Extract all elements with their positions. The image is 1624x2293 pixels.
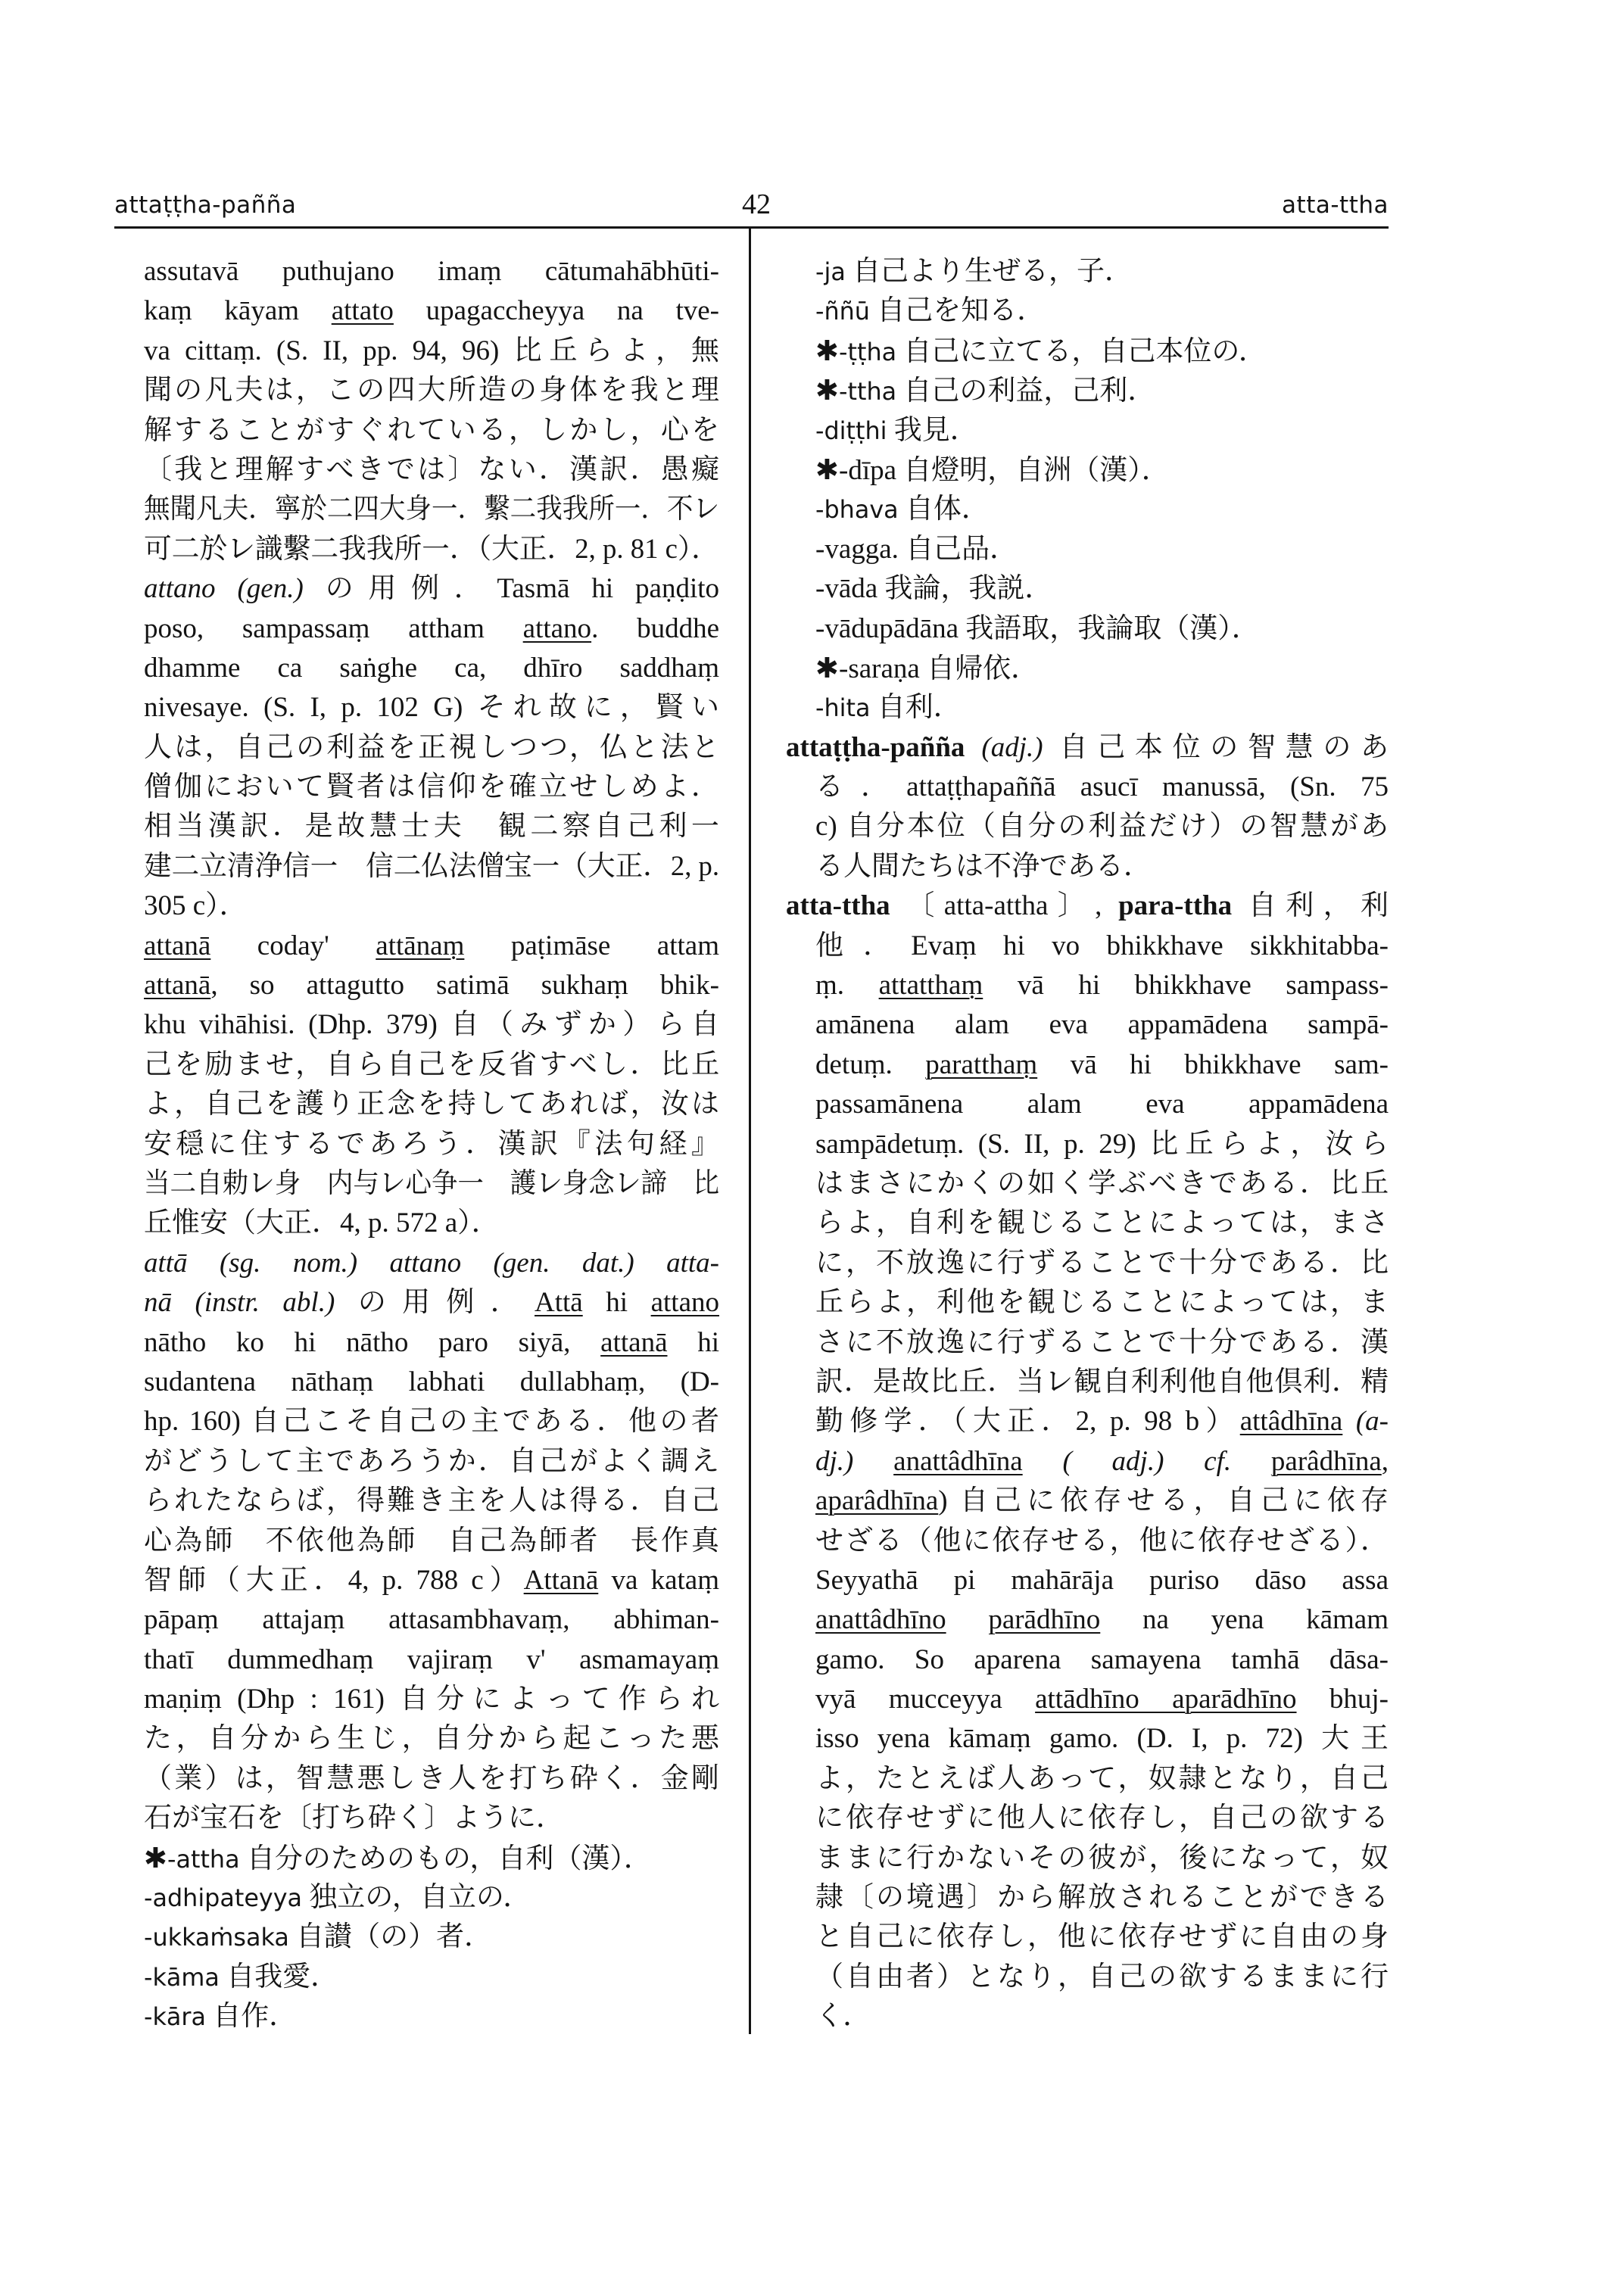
text-span: 自利．: [870, 692, 962, 724]
dictionary-entry: [786, 886, 1389, 2036]
sub-entry-term: -bhava: [815, 495, 899, 525]
text-span: ṃ.: [815, 970, 879, 1002]
text-span: pāpaṃ attajaṃ attasambhavaṃ, abhiman-: [144, 1604, 719, 1636]
entry-paragraph: [786, 530, 1389, 569]
text-line: [815, 490, 1389, 529]
text-span: せざる（他に依存せる，他に依存せざる）．: [815, 1525, 1389, 1556]
text-span: [1023, 1446, 1063, 1477]
text-span: よ，たとえば人あって，奴隷となり，自己: [815, 1762, 1389, 1794]
text-span: 自分のためのもの，自利（漢）．: [239, 1843, 652, 1874]
text-span: va kataṃ: [598, 1564, 719, 1596]
text-span: detuṃ.: [815, 1048, 926, 1080]
text-line: [815, 569, 1389, 609]
text-line: [144, 1283, 719, 1323]
grammar-label: nā (instr. abl.): [144, 1287, 335, 1319]
entry-paragraph: [114, 1997, 719, 2036]
text-span: vā hi bhikkhave sampass-: [983, 970, 1389, 1002]
entry-paragraph: [786, 688, 1389, 727]
text-span: . buddhe: [591, 612, 719, 644]
text-line: [144, 1600, 719, 1640]
text-span: 自己本位の智慧のあ: [1043, 731, 1389, 763]
text-span: に依存せずに他人に依存し，自己の欲する: [815, 1802, 1389, 1834]
text-span: na yena kāmam: [1100, 1604, 1389, 1636]
text-span: Seyyathā pi mahārāja puriso dāso assa: [815, 1564, 1389, 1596]
text-span: 当㆓自勅㆑身 内与㆑心争㆒ 護㆑身念㆑諦 比: [144, 1167, 720, 1199]
text-line: [815, 1125, 1389, 1164]
text-line: [815, 332, 1389, 371]
text-span: ,: [1381, 1445, 1389, 1477]
text-span: nātho ko hi nātho paro siyā,: [144, 1326, 601, 1358]
text-line: [815, 1997, 1389, 2036]
text-span: 建㆓立清浄信㆒ 信㆓仏法僧宝㆒（大正．2, p.: [144, 850, 719, 882]
grammar-label: dj.): [815, 1445, 854, 1477]
headword: atta-ttha: [786, 890, 890, 922]
entry-paragraph: [114, 1244, 719, 1839]
text-line: [815, 1164, 1389, 1204]
grammar-label: attano (gen.): [144, 573, 304, 605]
text-span: 〔atta-attha〕,: [890, 890, 1119, 922]
text-span: 独立の，自立の．: [302, 1882, 531, 1914]
headword: attaṭṭha-pañña: [786, 731, 965, 763]
text-span: [965, 732, 981, 763]
text-line: [144, 728, 719, 768]
sub-entry-term: -attha: [167, 1844, 240, 1874]
entry-paragraph: [786, 332, 1389, 371]
text-line: [144, 569, 719, 609]
text-line: [815, 1561, 1389, 1600]
text-span: 石が宝石を〔打ち砕く〕ように．: [144, 1802, 564, 1834]
text-span: , so attagutto satimā sukhaṃ bhik-: [210, 970, 719, 1002]
column-divider: [749, 228, 751, 2034]
underlined-term: attato: [331, 295, 394, 327]
underlined-term: parādhīno: [988, 1604, 1101, 1636]
text-span: vyā mucceyya: [815, 1684, 1036, 1715]
text-span: はまさにかくの如く学ぶべきである．比丘: [815, 1167, 1389, 1199]
text-line: [144, 252, 719, 291]
text-line: [815, 807, 1389, 846]
text-line: [144, 1481, 719, 1521]
text-line: [815, 1442, 1389, 1481]
text-span: maṇiṃ (Dhp : 161) 自分によって作られ: [144, 1684, 719, 1715]
asterisk-mark: ✱: [815, 334, 840, 367]
text-span: 聞の凡夫は，この四大所造の身体を我と理: [144, 375, 719, 407]
text-line: [815, 530, 1389, 569]
text-span: 人は，自己の利益を正視しつつ，仏と法と: [144, 731, 719, 763]
text-span: 〔我と理解すべきでは〕ない．漢訳．愚癡: [144, 453, 719, 485]
underlined-term: paratthaṃ: [925, 1048, 1038, 1080]
text-span: -saraṇa 自帰依．: [839, 653, 1040, 684]
text-span: 無聞凡夫．寧於㆓四大身㆒．繫㆓我我所㆒．不㆑: [144, 494, 720, 525]
sub-entry-term: -ukkaṁsaka: [144, 1923, 289, 1952]
text-line: [815, 1918, 1389, 1957]
text-span: amānena alam eva appamādena sampā-: [815, 1009, 1389, 1041]
text-span: upagaccheyya na tve-: [393, 295, 720, 327]
underlined-term: attādhīno aparādhīno: [1035, 1684, 1297, 1715]
text-line: [144, 1323, 719, 1363]
grammar-label: ( adj.) cf.: [1062, 1445, 1232, 1477]
text-span: bhuj-: [1296, 1684, 1389, 1715]
text-line: [815, 847, 1389, 886]
text-line: [144, 1402, 719, 1441]
text-line: [815, 609, 1389, 649]
text-line: [815, 1323, 1389, 1363]
text-line: [815, 1244, 1389, 1283]
text-line: [144, 649, 719, 688]
text-span: thatī dummedhaṃ vajiraṃ v' asmamayaṃ: [144, 1643, 719, 1675]
text-line: [815, 1759, 1389, 1799]
header-rule: [114, 226, 1389, 229]
text-span: -vāda 我論，我説．: [815, 573, 1053, 605]
text-line: [786, 886, 1389, 926]
text-line: [815, 252, 1389, 291]
grammar-label: (a-: [1355, 1406, 1389, 1438]
text-span: coday': [210, 930, 376, 961]
text-span: passamānena alam eva appamādena: [815, 1089, 1389, 1120]
text-line: [144, 530, 719, 569]
grammar-label: (adj.): [981, 731, 1043, 763]
sub-entry-term: -ṭṭha: [839, 337, 897, 366]
text-line: [144, 847, 719, 886]
text-line: [815, 1799, 1389, 1838]
text-line: [815, 768, 1389, 807]
entry-paragraph: [786, 490, 1389, 529]
text-line: [815, 649, 1389, 688]
text-line: [144, 688, 719, 727]
text-span: の用例．: [335, 1287, 535, 1319]
text-span: 丘惟安（大正．4, p. 572 a）．: [144, 1207, 500, 1239]
sub-entry-term: -ññū: [815, 297, 870, 326]
text-span: [1231, 1446, 1271, 1477]
text-line: [144, 609, 719, 649]
text-line: [144, 1958, 719, 1997]
sub-entry-term: -ttha: [839, 377, 897, 407]
underlined-term: anattâdhīna: [893, 1445, 1023, 1477]
text-span: 我見．: [887, 414, 978, 446]
underlined-term: Attā: [535, 1287, 583, 1319]
text-span: よ，自己を護り正念を持してあれば，汝は: [144, 1089, 719, 1120]
text-line: [144, 1442, 719, 1481]
underlined-term: attanā: [144, 930, 211, 961]
text-span: （業）は，智慧悪しき人を打ち砕く．金剛: [144, 1762, 719, 1794]
text-span: assutavā puthujano imaṃ cātumahābhūti-: [144, 256, 719, 287]
sub-entry-term: -ja: [815, 257, 846, 286]
text-span: 自利，利: [1232, 890, 1389, 922]
text-span: の用例．Tasmā hi paṇḍito: [303, 573, 719, 605]
text-span: 訳．是故比丘．当㆑観自利利他自他倶利．精: [815, 1366, 1389, 1397]
text-line: [144, 371, 719, 410]
text-line: [815, 291, 1389, 331]
underlined-term: attānaṃ: [376, 930, 465, 961]
sub-entry-term: -kāma: [144, 1962, 220, 1992]
text-line: [144, 1244, 719, 1283]
text-line: [144, 1125, 719, 1164]
text-line: [144, 1204, 719, 1243]
text-line: [144, 807, 719, 846]
text-line: [815, 1680, 1389, 1719]
text-span: 自讃（の）者．: [288, 1921, 493, 1953]
text-span: va cittaṃ. (S. II, pp. 94, 96) 比丘らよ，無: [144, 335, 719, 366]
text-line: [144, 411, 719, 450]
text-span: 丘らよ，利他を観じることによっては，ま: [815, 1287, 1389, 1319]
text-span: 安穏に住するであろう．漢訳『法句経』: [144, 1128, 719, 1160]
text-line: [144, 966, 719, 1005]
entry-paragraph: [786, 291, 1389, 331]
underlined-term: Attanā: [523, 1564, 599, 1596]
entry-paragraph: [114, 1839, 719, 1878]
text-line: [815, 1045, 1389, 1085]
text-span: に，不放逸に行ずることで十分である．比: [815, 1247, 1389, 1279]
underlined-term: anattâdhīno: [815, 1604, 946, 1636]
text-span: ままに行かないその彼が，後になって，奴: [815, 1842, 1389, 1874]
text-line: [815, 1522, 1389, 1561]
text-line: [144, 886, 719, 926]
text-span: 可㆓於㆑識繫㆓我我所㆒．（大正．2, p. 81 c）．: [144, 533, 720, 565]
text-line: [144, 1522, 719, 1561]
text-span: hi: [667, 1326, 720, 1358]
text-line: [144, 1363, 719, 1402]
headword: para-ttha: [1118, 890, 1233, 922]
text-span: vā hi bhikkhave sam-: [1037, 1048, 1389, 1080]
asterisk-mark: ✱: [815, 453, 840, 486]
text-span: [946, 1604, 989, 1635]
text-line: [815, 1878, 1389, 1918]
text-span: [853, 1446, 893, 1477]
text-span: 解することがすぐれている，しかし，心を: [144, 414, 719, 446]
text-line: [144, 490, 719, 529]
text-span: kaṃ kāyam: [144, 295, 332, 327]
underlined-term: attâdhīna: [1239, 1406, 1343, 1438]
text-line: [815, 1600, 1389, 1640]
text-line: [144, 1918, 719, 1957]
text-span: 自我愛．: [219, 1961, 339, 1992]
text-span: 僧伽において賢者は信仰を確立せしめよ．: [144, 771, 719, 803]
running-head-right: atta-ttha: [1282, 192, 1389, 219]
asterisk-mark: ✱: [144, 1841, 168, 1874]
text-span: 自己を知る．: [869, 295, 1046, 327]
text-span: （自由者）となり，自己の欲するままに行: [815, 1961, 1389, 1992]
text-span: る人間たちは不浄である．: [815, 850, 1152, 882]
text-span: ) 自己に依存せる，自己に依存: [938, 1485, 1389, 1517]
text-span: 自作．: [205, 2001, 298, 2033]
text-span: hp. 160) 自己こそ自己の主である．他の者: [144, 1406, 719, 1438]
text-line: [144, 1680, 719, 1719]
text-line: [815, 1363, 1389, 1402]
text-line: [144, 927, 719, 966]
text-span: dhamme ca saṅghe ca, dhīro saddhaṃ: [144, 652, 719, 684]
text-line: [815, 1204, 1389, 1243]
text-span: 305 c）．: [144, 890, 248, 922]
text-line: [815, 1481, 1389, 1521]
text-line: [144, 450, 719, 490]
entry-paragraph: [114, 1918, 719, 1957]
text-span: -vagga. 自己品．: [815, 533, 1018, 565]
sub-entry-term: -hita: [815, 693, 871, 723]
text-line: [144, 1997, 719, 2036]
text-line: [815, 1283, 1389, 1323]
text-line: [815, 927, 1389, 966]
underlined-term: attanā: [144, 970, 211, 1002]
running-head-left: attaṭṭha-pañña: [114, 192, 297, 219]
entry-paragraph: [786, 569, 1389, 609]
left-column: [114, 252, 719, 2037]
text-line: [144, 1799, 719, 1838]
asterisk-mark: ✱: [815, 651, 840, 684]
text-span: 勤修学．（大正．2, p. 98 b）: [815, 1406, 1240, 1438]
text-line: [815, 1839, 1389, 1878]
text-line: [815, 371, 1389, 410]
text-span: る．attaṭṭhapaññā asucī manussā, (Sn. 75: [815, 771, 1389, 803]
text-line: [815, 1402, 1389, 1441]
entry-paragraph: [114, 1878, 719, 1918]
text-span: [1342, 1406, 1356, 1437]
underlined-term: attatthaṃ: [878, 970, 983, 1002]
text-span: -dīpa 自燈明，自洲（漢）．: [839, 454, 1170, 486]
text-line: [815, 1640, 1389, 1680]
text-span: らよ，自利を観じることによっては，まさ: [815, 1207, 1389, 1239]
text-span: 智師（大正．4, p. 788 c）: [144, 1564, 524, 1596]
text-span: paṭimāse attam: [464, 930, 719, 961]
underlined-term: attano: [522, 612, 592, 644]
text-span: られたならば，得難き主を人は得る．自己: [144, 1485, 719, 1517]
text-span: 己を励ませ，自ら自己を反省すべし．比丘: [144, 1048, 719, 1080]
text-span: と自己に依存し，他に依存せずに自由の身: [815, 1921, 1389, 1953]
text-span: 隷〔の境遇〕から解放されることができる: [815, 1882, 1389, 1914]
text-span: hi: [582, 1287, 651, 1319]
text-line: [144, 1045, 719, 1085]
underlined-term: parâdhīna: [1270, 1445, 1382, 1477]
text-line: [144, 1164, 719, 1204]
text-span: 他．Evaṃ hi vo bhikkhave sikkhitabba-: [815, 930, 1389, 961]
text-span: isso yena kāmaṃ gamo. (D. I, p. 72) 大王: [815, 1723, 1389, 1755]
text-span: sudantena nāthaṃ labhati dullabhaṃ, (D-: [144, 1366, 719, 1397]
text-line: [144, 1759, 719, 1799]
entry-paragraph: [786, 371, 1389, 410]
text-span: 自体．: [898, 494, 990, 525]
text-span: く．: [815, 2001, 871, 2033]
sub-entry-term: -diṭṭhi: [815, 416, 887, 445]
entry-paragraph: [114, 1958, 719, 1997]
text-line: [144, 291, 719, 331]
text-span: sampādetuṃ. (S. II, p. 29) 比丘らよ，汝ら: [815, 1128, 1389, 1160]
entry-paragraph: [786, 252, 1389, 291]
text-span: poso, sampassaṃ attham: [144, 612, 523, 644]
text-span: -vādupādāna 我語取，我論取（漢）．: [815, 612, 1260, 644]
text-span: さに不放逸に行ずることで十分である．漢: [815, 1326, 1389, 1358]
entry-paragraph: [786, 411, 1389, 450]
text-line: [144, 768, 719, 807]
text-line: [815, 450, 1389, 490]
text-line: [815, 966, 1389, 1005]
text-span: gamo. So aparena samayena tamhā dāsa-: [815, 1643, 1389, 1675]
text-line: [144, 1719, 719, 1759]
sub-entry-term: -kāra: [144, 2002, 206, 2032]
right-column: [786, 252, 1389, 2037]
entry-paragraph: [786, 450, 1389, 490]
text-line: [815, 1958, 1389, 1997]
text-line: [144, 1839, 719, 1878]
page-number: 42: [742, 188, 771, 220]
text-line: [144, 1878, 719, 1918]
entry-paragraph: [786, 609, 1389, 649]
entry-paragraph: [786, 649, 1389, 688]
text-span: た，自分から生じ，自分から起こった悪: [144, 1723, 719, 1755]
grammar-label: attā (sg. nom.) attano (gen. dat.) atta-: [144, 1247, 719, 1279]
text-line: [144, 1640, 719, 1680]
entry-paragraph: [114, 927, 719, 1244]
entry-paragraph: [114, 252, 719, 927]
text-line: [815, 1085, 1389, 1124]
text-line: [815, 1005, 1389, 1045]
text-line: [144, 1005, 719, 1045]
text-span: 自己に立てる，自己本位の．: [896, 335, 1267, 367]
text-line: [144, 1085, 719, 1124]
dictionary-entry: [786, 728, 1389, 887]
sub-entry-term: -adhipateyya: [144, 1883, 303, 1913]
text-line: [144, 332, 719, 371]
underlined-term: aparâdhīna: [815, 1485, 939, 1517]
text-span: 相当漢訳．是故慧士夫 観㆓察自己利㆒: [144, 811, 719, 843]
text-span: 心為師 不依他為師 自己為師者 長作真: [144, 1525, 719, 1556]
text-line: [815, 1719, 1389, 1759]
text-span: 自己より生ぜる，子．: [845, 256, 1133, 287]
text-line: [815, 411, 1389, 450]
text-span: c) 自分本位（自分の利益だけ）の智慧があ: [815, 811, 1389, 843]
text-line: [786, 728, 1389, 768]
text-span: nivesaye. (S. I, p. 102 G) それ故に，賢い: [144, 692, 719, 724]
text-span: がどうして主であろうか．自己がよく調え: [144, 1445, 719, 1477]
text-line: [144, 1561, 719, 1600]
text-span: 自己の利益，己利．: [896, 375, 1156, 407]
text-span: khu vihāhisi. (Dhp. 379) 自（みずか）ら自: [144, 1009, 719, 1041]
underlined-term: attano: [650, 1287, 719, 1319]
text-line: [815, 688, 1389, 727]
asterisk-mark: ✱: [815, 374, 840, 407]
underlined-term: attanā: [600, 1326, 668, 1358]
